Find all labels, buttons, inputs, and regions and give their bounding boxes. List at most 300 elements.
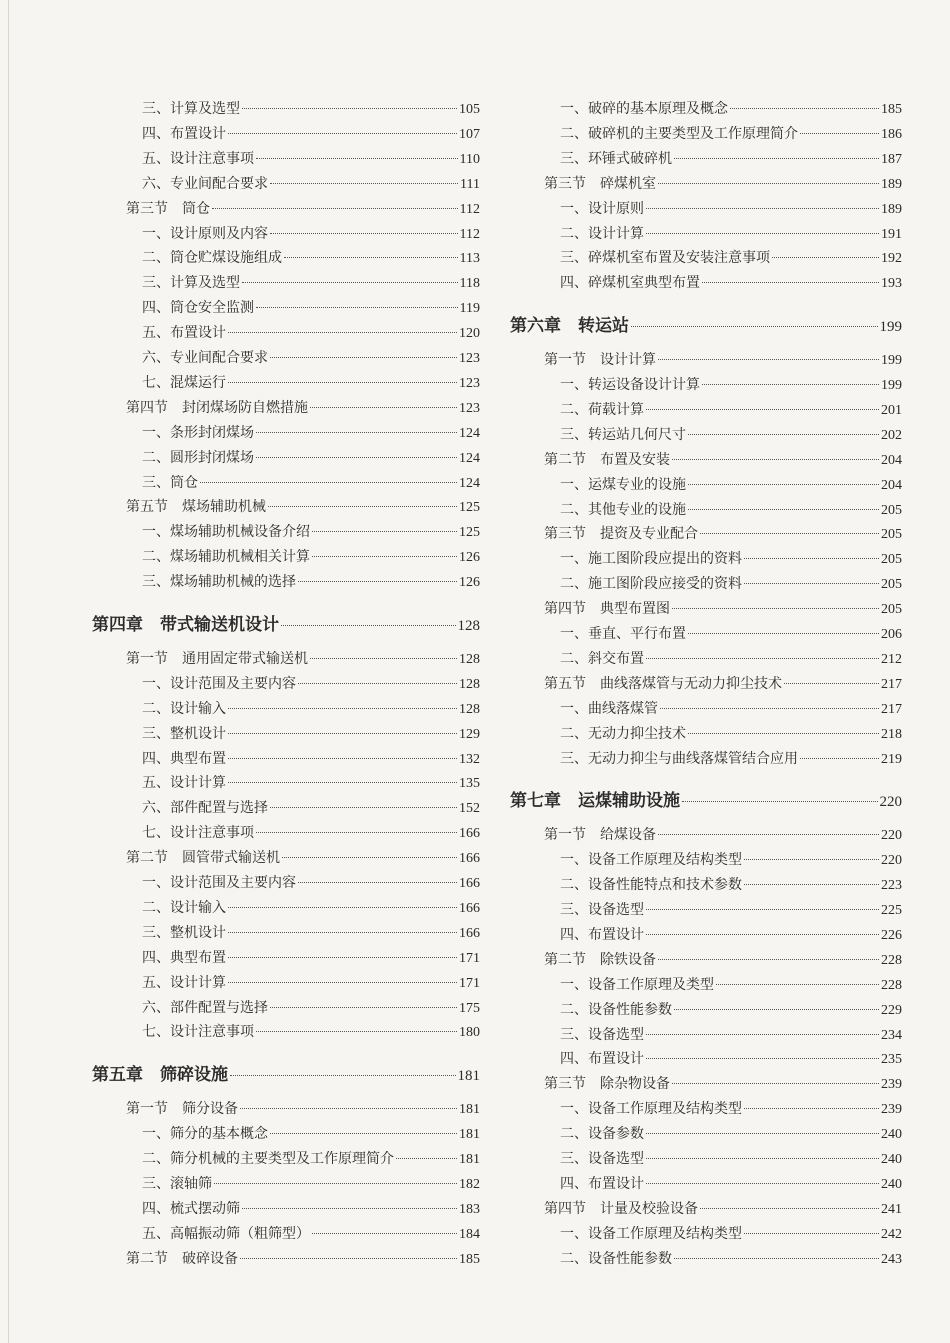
toc-page-number: 192	[881, 251, 902, 267]
toc-entry-title: 四、布置设计	[560, 1175, 644, 1192]
dot-leader	[282, 857, 457, 858]
toc-page-number: 239	[881, 1102, 902, 1118]
dot-leader	[730, 108, 879, 109]
toc-entry-title: 一、运煤专业的设施	[560, 476, 686, 493]
toc-entry-title: 第七章 运煤辅助设施	[510, 791, 680, 812]
toc-page-number: 182	[459, 1176, 480, 1192]
toc-page-number: 220	[879, 794, 902, 811]
toc-entry-title: 二、煤场辅助机械相关计算	[142, 549, 310, 566]
toc-page-number: 183	[459, 1201, 480, 1217]
dot-leader	[672, 1083, 879, 1084]
dot-leader	[688, 733, 879, 734]
toc-entry-title: 二、设备性能参数	[560, 1001, 672, 1018]
toc-entry-section[interactable]	[510, 1198, 902, 1218]
toc-entry-section[interactable]	[92, 1248, 480, 1268]
toc-page-number: 205	[881, 502, 902, 518]
dot-leader	[646, 1034, 879, 1035]
toc-page-number: 166	[459, 876, 480, 891]
toc-entry-chapter[interactable]	[510, 311, 902, 336]
dot-leader	[674, 1009, 879, 1010]
toc-entry-item[interactable]	[510, 548, 902, 568]
toc-entry-section[interactable]	[510, 598, 902, 618]
toc-page-number: 234	[881, 1027, 902, 1043]
dot-leader	[298, 683, 457, 684]
dot-leader	[672, 459, 879, 460]
toc-entry-title: 第四节 计量及校验设备	[544, 1200, 698, 1217]
toc-page-number: 205	[881, 602, 902, 618]
dot-leader	[256, 832, 457, 833]
toc-entry-item[interactable]	[510, 648, 902, 668]
toc-entry-title: 四、布置设计	[142, 125, 226, 142]
toc-page-number: 132	[459, 751, 480, 767]
toc-page-number: 180	[459, 1025, 480, 1041]
toc-entry-section[interactable]	[92, 397, 480, 417]
dot-leader	[744, 884, 879, 885]
toc-entry-item[interactable]	[510, 698, 902, 718]
toc-entry-title: 七、设计注意事项	[142, 1024, 254, 1041]
toc-page-number: 199	[881, 378, 902, 393]
toc-entry-title: 一、设计范围及主要内容	[142, 675, 296, 692]
toc-entry-item[interactable]	[510, 899, 902, 919]
toc-entry-item[interactable]	[92, 422, 480, 442]
toc-entry-item[interactable]	[510, 723, 902, 743]
toc-page-number: 105	[459, 102, 480, 117]
toc-entry-title: 四、碎煤机室典型布置	[560, 275, 700, 292]
toc-page-number: 118	[459, 276, 480, 292]
toc-entry-title: 一、筛分的基本概念	[142, 1126, 268, 1143]
toc-entry-chapter[interactable]	[92, 610, 480, 635]
toc-page-number: 199	[881, 353, 902, 369]
dot-leader	[228, 733, 457, 734]
toc-entry-title: 六、专业间配合要求	[142, 350, 268, 366]
toc-entry-item[interactable]	[92, 322, 480, 342]
toc-entry-item[interactable]	[92, 521, 480, 541]
toc-entry-item[interactable]	[510, 474, 902, 494]
dot-leader	[646, 1158, 879, 1159]
dot-leader	[228, 758, 457, 759]
toc-entry-item[interactable]	[510, 1024, 902, 1044]
toc-entry-chapter[interactable]	[510, 786, 902, 811]
dot-leader	[658, 959, 879, 960]
toc-page-number: 171	[459, 950, 480, 966]
toc-entry-title: 三、整机设计	[142, 924, 226, 941]
dot-leader	[744, 1233, 879, 1234]
toc-entry-title: 第二节 除铁设备	[544, 951, 656, 968]
dot-leader	[284, 257, 458, 258]
dot-leader	[658, 834, 879, 835]
toc-entry-section[interactable]	[510, 824, 902, 844]
dot-leader	[228, 708, 457, 709]
toc-entry-title: 第三节 除杂物设备	[544, 1076, 670, 1093]
toc-entry-item[interactable]	[92, 822, 480, 842]
dot-leader	[646, 658, 879, 659]
toc-page-number: 219	[881, 751, 902, 767]
toc-entry-item[interactable]	[92, 1173, 480, 1193]
toc-page-number: 202	[881, 427, 902, 443]
toc-entry-title: 五、设计注意事项	[142, 150, 254, 167]
toc-page-number: 242	[881, 1226, 902, 1242]
toc-entry-item[interactable]	[92, 173, 480, 193]
toc-page-number: 128	[459, 701, 480, 717]
toc-entry-chapter[interactable]	[92, 1060, 480, 1085]
toc-entry-item[interactable]	[92, 997, 480, 1017]
toc-entry-title: 第六章 转运站	[510, 316, 629, 337]
toc-page-number: 124	[459, 450, 480, 466]
toc-entry-section[interactable]	[92, 648, 480, 668]
toc-page-number: 126	[459, 575, 480, 591]
toc-page-number: 119	[459, 301, 480, 317]
dot-leader	[214, 1183, 457, 1184]
toc-entry-section[interactable]	[510, 349, 902, 369]
dot-leader	[800, 133, 879, 134]
toc-entry-title: 二、筛分机械的主要类型及工作原理简介	[142, 1151, 394, 1167]
toc-page-number: 107	[459, 126, 480, 142]
toc-page-number: 171	[459, 975, 480, 991]
toc-page-number: 110	[459, 151, 480, 167]
dot-leader	[270, 233, 458, 234]
toc-entry-item[interactable]	[510, 1173, 902, 1193]
toc-page-number: 120	[459, 326, 480, 342]
dot-leader	[200, 482, 457, 483]
toc-page-number: 175	[459, 1000, 480, 1016]
toc-entry-item[interactable]	[92, 922, 480, 942]
toc-entry-item[interactable]	[92, 1123, 480, 1143]
toc-page-number: 240	[881, 1176, 902, 1192]
toc-page-number: 235	[881, 1052, 902, 1068]
dot-leader	[256, 457, 457, 458]
toc-entry-title: 二、破碎机的主要类型及工作原理简介	[560, 125, 798, 142]
dot-leader	[270, 357, 457, 358]
toc-entry-item[interactable]	[510, 148, 902, 168]
toc-page-number: 193	[881, 276, 902, 292]
toc-page-number: 125	[459, 500, 480, 516]
dot-leader	[688, 509, 879, 510]
toc-entry-item[interactable]	[510, 198, 902, 218]
dot-leader	[298, 581, 457, 582]
toc-entry-item[interactable]	[92, 372, 480, 392]
dot-leader	[646, 233, 879, 234]
dot-leader	[242, 108, 457, 109]
toc-entry-item[interactable]	[92, 797, 480, 817]
toc-entry-item[interactable]	[510, 272, 902, 292]
page-edge-line	[8, 0, 9, 1343]
dot-leader	[228, 982, 457, 983]
dot-leader	[702, 384, 879, 385]
toc-entry-item[interactable]	[92, 123, 480, 143]
dot-leader	[228, 133, 457, 134]
dot-leader	[310, 658, 457, 659]
toc-page-number: 123	[459, 375, 480, 391]
dot-leader	[646, 1183, 879, 1184]
toc-page-number: 123	[459, 351, 480, 366]
toc-entry-section[interactable]	[510, 949, 902, 969]
toc-entry-item[interactable]	[510, 223, 902, 243]
dot-leader	[646, 1133, 879, 1134]
toc-entry-title: 一、曲线落煤管	[560, 700, 658, 717]
toc-entry-title: 四、筒仓安全监测	[142, 300, 254, 317]
toc-entry-title: 四、梳式摆动筛	[142, 1200, 240, 1217]
toc-entry-item[interactable]	[92, 223, 480, 243]
dot-leader	[228, 782, 457, 783]
toc-entry-item[interactable]	[92, 1223, 480, 1243]
dot-leader	[772, 257, 879, 258]
toc-entry-title: 一、设备工作原理及结构类型	[560, 1101, 742, 1118]
toc-entry-title: 第五节 曲线落煤管与无动力抑尘技术	[544, 675, 782, 692]
toc-entry-item[interactable]	[92, 1148, 480, 1168]
toc-entry-item[interactable]	[510, 1123, 902, 1143]
toc-entry-title: 一、破碎的基本原理及概念	[560, 101, 728, 117]
toc-entry-item[interactable]	[510, 748, 902, 768]
toc-entry-item[interactable]	[510, 424, 902, 444]
dot-leader	[688, 633, 879, 634]
toc-entry-section[interactable]	[510, 523, 902, 543]
toc-entry-item[interactable]	[510, 123, 902, 143]
toc-entry-title: 第五节 煤场辅助机械	[126, 499, 266, 516]
toc-entry-item[interactable]	[510, 247, 902, 267]
toc-entry-item[interactable]	[510, 98, 902, 118]
toc-entry-item[interactable]	[92, 698, 480, 718]
toc-entry-section[interactable]	[92, 1098, 480, 1118]
toc-page-number: 240	[881, 1127, 902, 1143]
dot-leader	[646, 208, 879, 209]
toc-entry-item[interactable]	[92, 447, 480, 467]
toc-entry-section[interactable]	[92, 847, 480, 867]
dot-leader	[228, 907, 457, 908]
toc-entry-item[interactable]	[92, 347, 480, 367]
toc-entry-title: 三、筒仓	[142, 474, 198, 491]
toc-page-number: 152	[459, 801, 480, 817]
toc-page-number: 189	[881, 201, 902, 217]
toc-entry-item[interactable]	[510, 1098, 902, 1118]
toc-entry-item[interactable]	[510, 999, 902, 1019]
dot-leader	[682, 801, 878, 802]
toc-entry-title: 二、设计输入	[142, 899, 226, 916]
toc-entry-title: 五、设计计算	[142, 974, 226, 991]
toc-entry-title: 三、设备选型	[560, 902, 644, 918]
toc-entry-title: 三、转运站几何尺寸	[560, 426, 686, 443]
toc-page-number: 187	[881, 151, 902, 167]
toc-entry-title: 六、部件配置与选择	[142, 800, 268, 817]
dot-leader	[298, 882, 457, 883]
dot-leader	[658, 183, 879, 184]
toc-page-number: 181	[459, 1152, 480, 1167]
toc-entry-title: 五、高幅振动筛（粗筛型）	[142, 1225, 310, 1242]
dot-leader	[270, 1133, 457, 1134]
toc-entry-section[interactable]	[92, 198, 480, 218]
toc-entry-title: 一、施工图阶段应提出的资料	[560, 551, 742, 568]
toc-entry-title: 一、转运设备设计计算	[560, 377, 700, 393]
dot-leader	[658, 359, 879, 360]
toc-page-number: 217	[881, 676, 902, 692]
dot-leader	[800, 758, 879, 759]
toc-entry-title: 二、斜交布置	[560, 650, 644, 667]
toc-entry-title: 三、碎煤机室布置及安装注意事项	[560, 250, 770, 267]
dot-leader	[688, 484, 879, 485]
dot-leader	[240, 1258, 457, 1259]
toc-entry-title: 三、设备选型	[560, 1151, 644, 1167]
toc-entry-item[interactable]	[92, 1021, 480, 1041]
toc-entry-item[interactable]	[92, 148, 480, 168]
toc-entry-title: 四、布置设计	[560, 1051, 644, 1068]
toc-page-number: 204	[881, 477, 902, 493]
toc-entry-section[interactable]	[510, 673, 902, 693]
dot-leader	[256, 158, 458, 159]
toc-page-number: 239	[881, 1077, 902, 1093]
toc-entry-title: 五、布置设计	[142, 325, 226, 342]
toc-page-number: 243	[881, 1251, 902, 1267]
toc-entry-title: 三、滚轴筛	[142, 1175, 212, 1192]
toc-page-number: 201	[881, 402, 902, 418]
toc-entry-section[interactable]	[92, 496, 480, 516]
toc-entry-title: 三、整机设计	[142, 725, 226, 742]
toc-entry-title: 一、设计原则及内容	[142, 225, 268, 242]
toc-entry-item[interactable]	[510, 399, 902, 419]
toc-entry-item[interactable]	[92, 272, 480, 292]
toc-entry-item[interactable]	[510, 1048, 902, 1068]
toc-page-number: 181	[459, 1102, 480, 1118]
toc-entry-item[interactable]	[92, 673, 480, 693]
toc-entry-item[interactable]	[510, 849, 902, 869]
toc-entry-title: 七、混煤运行	[142, 374, 226, 391]
toc-page-number: 241	[881, 1201, 902, 1217]
toc-page-number: 228	[881, 977, 902, 993]
toc-entry-section[interactable]	[510, 449, 902, 469]
toc-entry-item[interactable]	[92, 472, 480, 492]
toc-entry-item[interactable]	[510, 974, 902, 994]
toc-entry-title: 二、设备性能特点和技术参数	[560, 877, 742, 894]
toc-entry-item[interactable]	[92, 571, 480, 591]
dot-leader	[240, 1108, 457, 1109]
dot-leader	[646, 909, 879, 910]
toc-entry-item[interactable]	[510, 1248, 902, 1268]
dot-leader	[716, 984, 879, 985]
toc-entry-title: 三、设备选型	[560, 1026, 644, 1043]
dot-leader	[312, 556, 457, 557]
dot-leader	[228, 957, 457, 958]
toc-entry-item[interactable]	[92, 297, 480, 317]
toc-entry-title: 三、计算及选型	[142, 275, 240, 292]
toc-page-number: 185	[459, 1251, 480, 1267]
toc-entry-item[interactable]	[92, 748, 480, 768]
toc-entry-title: 一、条形封闭煤场	[142, 424, 254, 441]
toc-entry-item[interactable]	[92, 772, 480, 792]
dot-leader	[312, 531, 457, 532]
toc-page-number: 240	[881, 1152, 902, 1167]
toc-entry-item[interactable]	[92, 247, 480, 267]
toc-entry-title: 第一节 给煤设备	[544, 827, 656, 844]
dot-leader	[256, 432, 457, 433]
dot-leader	[702, 282, 879, 283]
toc-entry-item[interactable]	[510, 573, 902, 593]
toc-page-number: 124	[459, 425, 480, 441]
dot-leader	[660, 708, 879, 709]
toc-page-number: 113	[459, 251, 480, 267]
toc-page-number: 125	[459, 525, 480, 541]
toc-entry-item[interactable]	[92, 897, 480, 917]
toc-page-number: 191	[881, 226, 902, 242]
toc-entry-item[interactable]	[92, 872, 480, 892]
toc-entry-title: 第四节 典型布置图	[544, 601, 670, 618]
dot-leader	[212, 208, 458, 209]
toc-page-number: 184	[459, 1226, 480, 1242]
toc-entry-item[interactable]	[510, 1223, 902, 1243]
toc-page-number: 212	[881, 651, 902, 667]
toc-entry-title: 第二节 布置及安装	[544, 451, 670, 468]
toc-page-number: 112	[459, 201, 480, 217]
toc-entry-title: 二、无动力抑尘技术	[560, 725, 686, 742]
toc-entry-title: 第五章 筛碎设施	[92, 1065, 228, 1086]
dot-leader	[744, 558, 879, 559]
toc-entry-section[interactable]	[510, 1073, 902, 1093]
dot-leader	[646, 409, 879, 410]
dot-leader	[268, 506, 457, 507]
toc-page-number: 128	[459, 676, 480, 692]
toc-entry-title: 五、设计计算	[142, 775, 226, 792]
dot-leader	[228, 932, 457, 933]
toc-entry-item[interactable]	[510, 874, 902, 894]
toc-entry-item[interactable]	[510, 924, 902, 944]
toc-entry-item[interactable]	[92, 98, 480, 118]
toc-entry-title: 第一节 设计计算	[544, 352, 656, 369]
toc-entry-item[interactable]	[92, 972, 480, 992]
toc-entry-title: 四、典型布置	[142, 750, 226, 767]
toc-entry-title: 二、圆形封闭煤场	[142, 449, 254, 466]
dot-leader	[270, 807, 457, 808]
toc-entry-title: 一、垂直、平行布置	[560, 626, 686, 642]
toc-page-number: 181	[457, 1068, 480, 1085]
dot-leader	[744, 1108, 879, 1109]
toc-page-number: 129	[459, 726, 480, 742]
toc-entry-title: 三、环锤式破碎机	[560, 150, 672, 167]
toc-page-number: 189	[881, 176, 902, 192]
dot-leader	[784, 683, 879, 684]
toc-entry-title: 七、设计注意事项	[142, 825, 254, 842]
toc-entry-title: 一、设计原则	[560, 200, 644, 217]
toc-entry-title: 三、无动力抑尘与曲线落煤管结合应用	[560, 750, 798, 767]
toc-page-number: 181	[459, 1127, 480, 1143]
dot-leader	[646, 934, 879, 935]
toc-page-number: 220	[881, 853, 902, 869]
toc-page-number: 225	[881, 903, 902, 918]
toc-entry-title: 二、施工图阶段应接受的资料	[560, 576, 742, 593]
toc-entry-title: 一、煤场辅助机械设备介绍	[142, 524, 310, 541]
toc-entry-item[interactable]	[92, 723, 480, 743]
toc-entry-item[interactable]	[92, 1198, 480, 1218]
toc-page-number: 205	[881, 527, 902, 543]
dot-leader	[744, 583, 879, 584]
toc-entry-item[interactable]	[510, 499, 902, 519]
dot-leader	[256, 1031, 457, 1032]
toc-page-number: 135	[459, 776, 480, 792]
toc-entry-item[interactable]	[92, 947, 480, 967]
toc-entry-title: 第四节 封闭煤场防自燃措施	[126, 399, 308, 416]
toc-entry-item[interactable]	[510, 374, 902, 394]
toc-entry-item[interactable]	[510, 1148, 902, 1168]
toc-page-number: 166	[459, 925, 480, 941]
toc-page-number: 128	[459, 651, 480, 667]
dot-leader	[230, 1075, 456, 1076]
toc-entry-title: 一、设计范围及主要内容	[142, 875, 296, 891]
toc-page-number: 199	[879, 319, 902, 336]
dot-leader	[646, 1058, 879, 1059]
toc-page-number: 123	[459, 400, 480, 416]
toc-entry-item[interactable]	[510, 623, 902, 643]
toc-entry-section[interactable]	[510, 173, 902, 193]
dot-leader	[256, 307, 458, 308]
toc-entry-title: 二、设备参数	[560, 1126, 644, 1143]
toc-entry-title: 四、布置设计	[560, 926, 644, 943]
toc-entry-item[interactable]	[92, 546, 480, 566]
